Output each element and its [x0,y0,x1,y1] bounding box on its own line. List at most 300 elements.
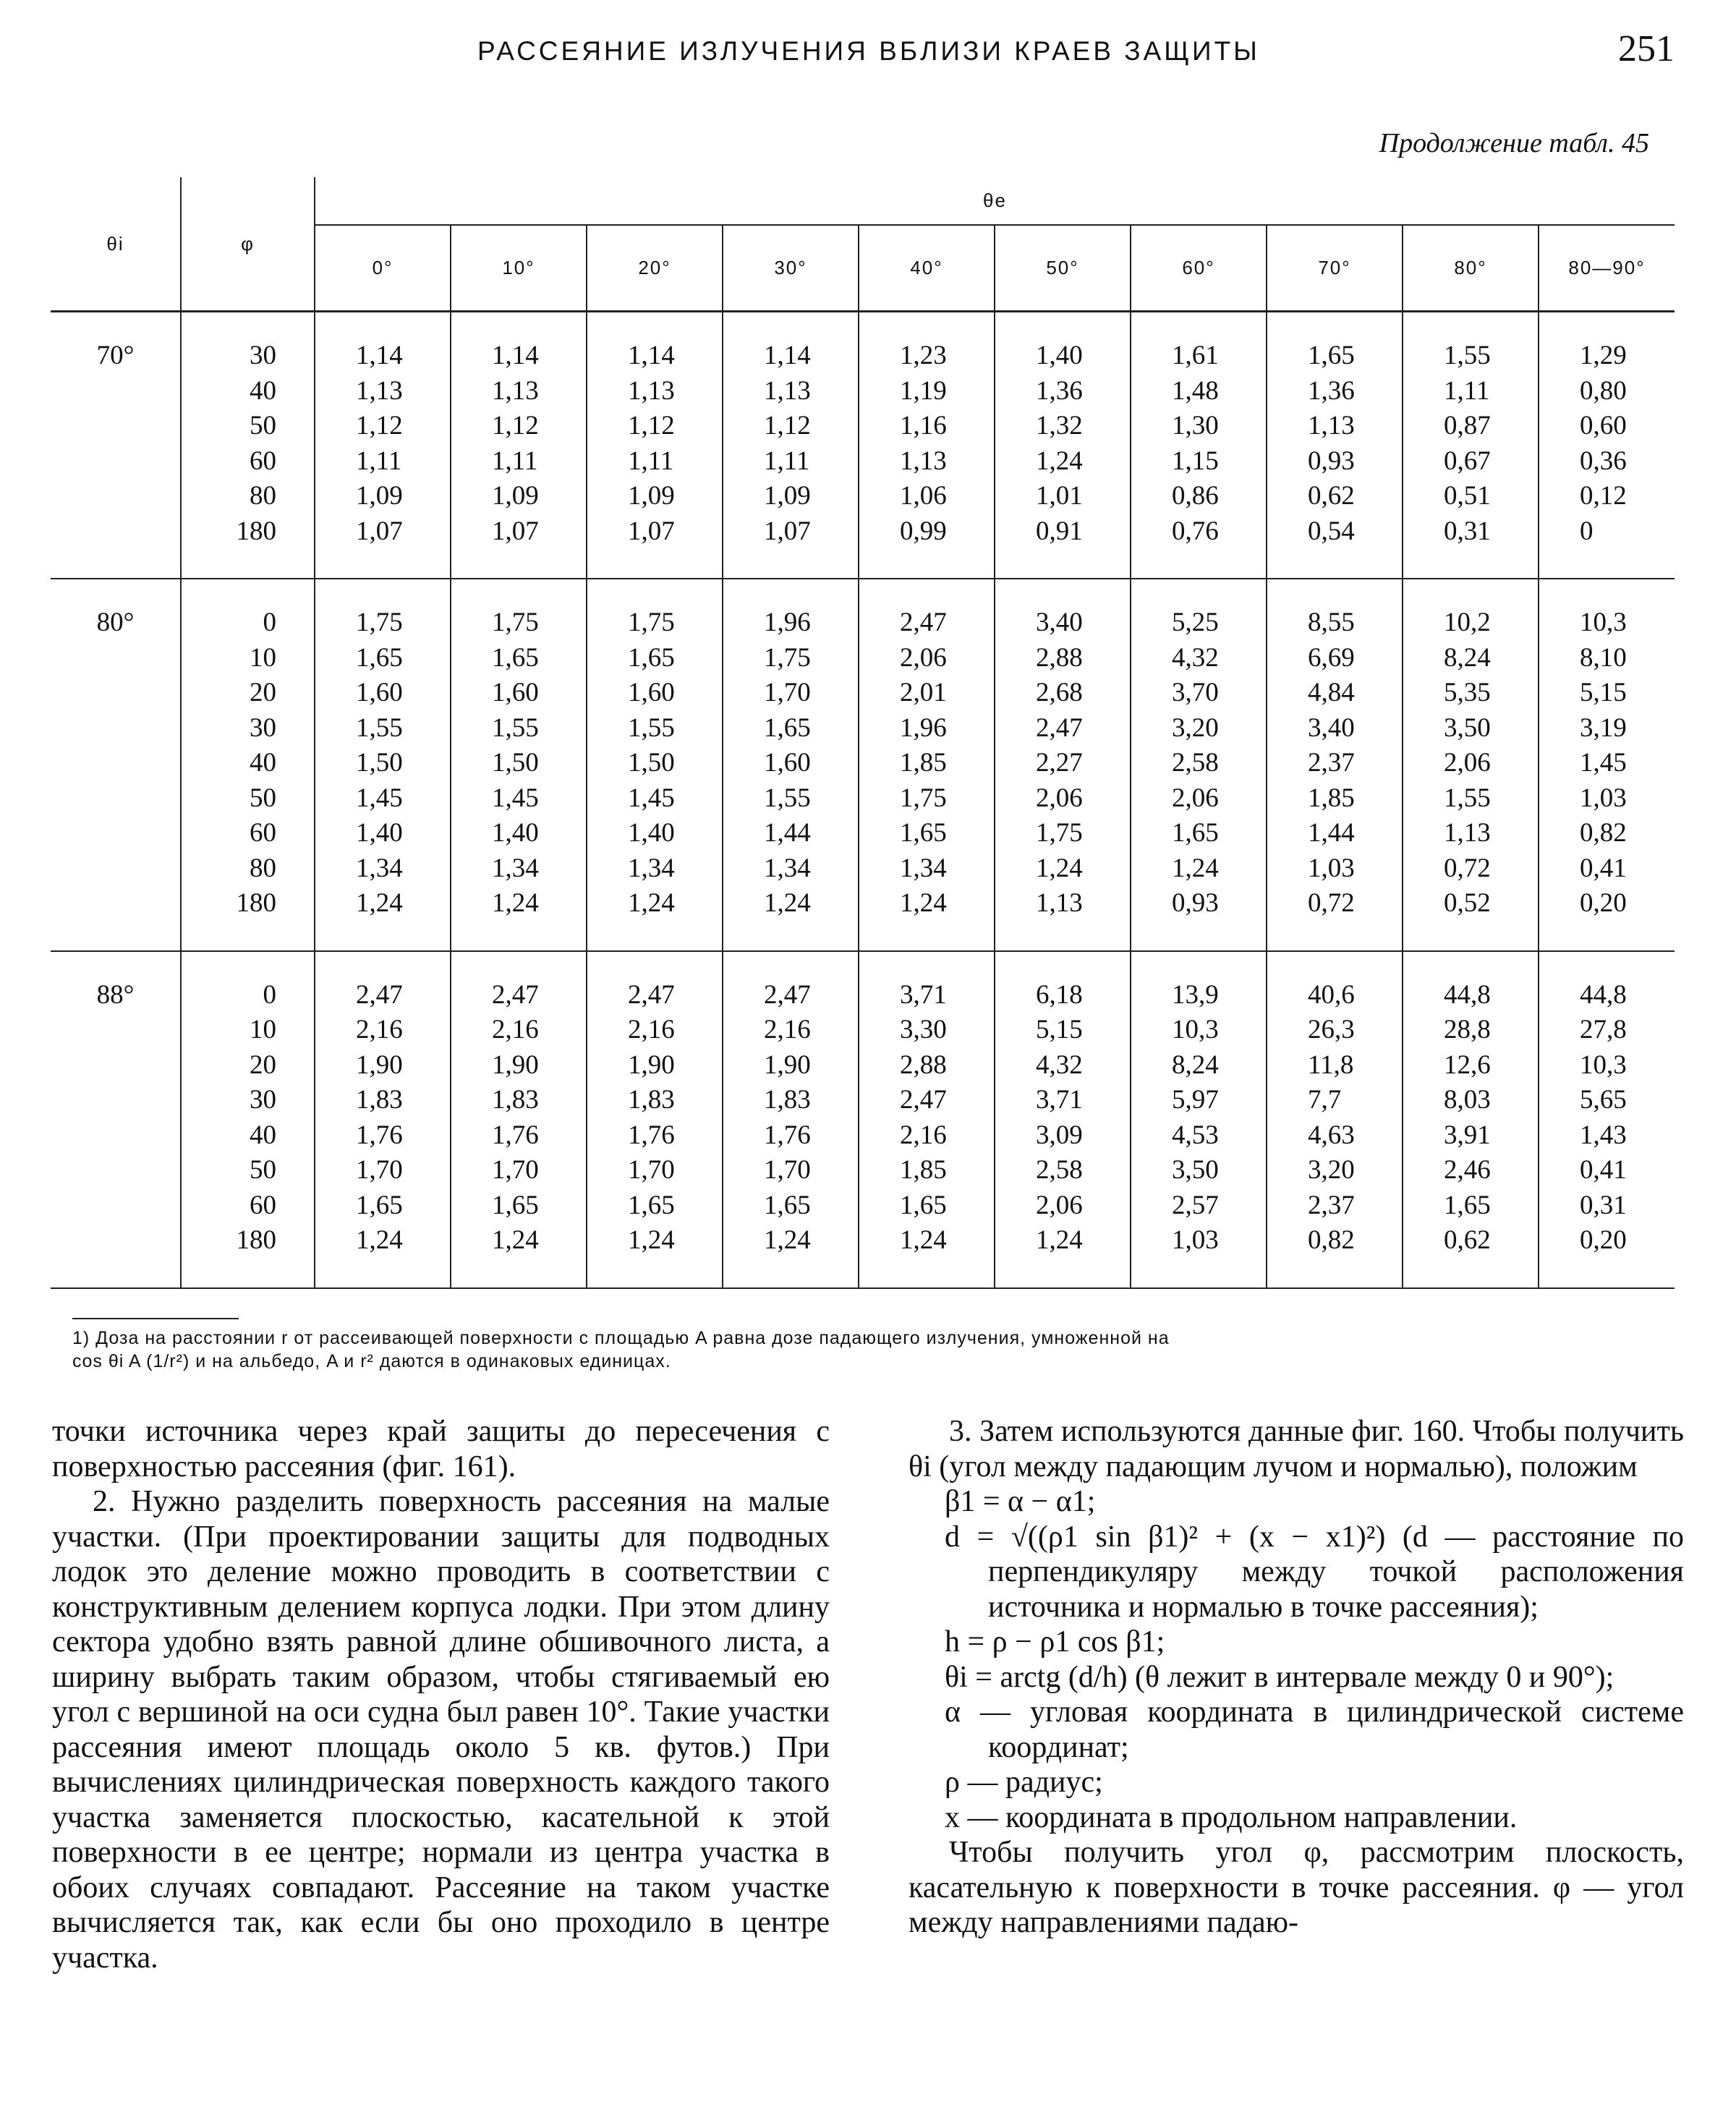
value-cell: 2,06 [859,641,995,676]
header-theta-e: θe [315,177,1675,225]
table-row [51,479,1675,514]
value-cell: 1,11 [723,444,859,480]
value-cell: 1,70 [723,1153,859,1188]
value-cell: 1,55 [1403,781,1539,817]
value-cell: 1,13 [451,374,587,409]
value-cell: 1,09 [451,479,587,514]
column-header-theta-e: 10° [451,225,587,312]
value-cell: 1,90 [587,1048,723,1084]
value-cell: 8,55 [1267,579,1403,641]
value-cell: 1,85 [859,746,995,781]
value-cell: 0,82 [1539,816,1675,851]
value-cell: 3,09 [995,1118,1131,1154]
value-cell: 4,32 [1131,641,1267,676]
value-cell: 1,43 [1539,1118,1675,1154]
value-cell: 1,11 [1403,374,1539,409]
value-cell: 1,76 [723,1118,859,1154]
phi-cell: 50 [181,1153,315,1188]
value-cell: 40,6 [1267,951,1403,1013]
value-cell: 1,44 [1267,816,1403,851]
value-cell: 0,31 [1403,514,1539,579]
phi-cell: 20 [181,676,315,711]
value-cell: 2,47 [587,951,723,1013]
value-cell: 1,07 [451,514,587,579]
value-cell: 1,55 [723,781,859,817]
value-cell: 1,60 [315,676,451,711]
left-column [52,1414,830,1975]
phi-cell: 50 [181,409,315,444]
value-cell: 1,45 [587,781,723,817]
column-header-theta-e: 50° [995,225,1131,312]
value-cell: 1,24 [723,1223,859,1288]
value-cell: 3,20 [1267,1153,1403,1188]
value-cell: 1,65 [859,1188,995,1224]
left-paragraph-1: точки источника через край защиты до пересечения с поверхностью рассеяния (фиг. 161). [52,1415,830,1484]
phi-cell: 0 [181,579,315,641]
value-cell: 2,58 [995,1153,1131,1188]
value-cell: 5,25 [1131,579,1267,641]
value-cell: 1,50 [451,746,587,781]
value-cell: 1,14 [451,312,587,374]
value-cell: 1,90 [315,1048,451,1084]
table-row [51,676,1675,711]
value-cell: 1,65 [723,711,859,746]
value-cell: 2,47 [859,579,995,641]
value-cell: 1,65 [1131,816,1267,851]
value-cell: 6,69 [1267,641,1403,676]
table-row [51,711,1675,746]
value-cell: 1,09 [315,479,451,514]
table-continuation-label: Продолжение табл. 45 [1379,128,1649,158]
value-cell: 1,55 [315,711,451,746]
value-cell: 1,48 [1131,374,1267,409]
phi-cell: 80 [181,851,315,887]
value-cell: 1,24 [451,886,587,951]
header-theta-i: θi [51,177,181,312]
value-cell: 1,34 [315,851,451,887]
table-row [51,1223,1675,1288]
value-cell: 0,51 [1403,479,1539,514]
value-cell: 2,37 [1267,1188,1403,1224]
value-cell: 1,83 [587,1083,723,1118]
value-cell: 3,70 [1131,676,1267,711]
table-row [51,1118,1675,1154]
header-phi: φ [181,177,315,312]
value-cell: 1,34 [723,851,859,887]
value-cell: 1,40 [451,816,587,851]
value-cell: 1,75 [995,816,1131,851]
value-cell: 1,83 [451,1083,587,1118]
value-cell: 0,41 [1539,851,1675,887]
page-number: 251 [1618,28,1675,69]
value-cell: 1,03 [1539,781,1675,817]
phi-cell: 180 [181,1223,315,1288]
column-header-theta-e: 70° [1267,225,1403,312]
value-cell: 4,53 [1131,1118,1267,1154]
table-row [51,444,1675,480]
value-cell: 1,65 [315,641,451,676]
table-row [51,1153,1675,1188]
equation-d: d = √((ρ1 sin β1)² + (x − x1)²) (d — расстояние по перпендикуляру между точкой расположения источника и нормалью в точке рассеяния); [945,1520,1684,1624]
value-cell: 1,75 [723,641,859,676]
value-cell: 2,16 [587,1013,723,1048]
table-row [51,1188,1675,1224]
value-cell: 1,90 [451,1048,587,1084]
value-cell: 2,16 [451,1013,587,1048]
value-cell: 3,71 [859,951,995,1013]
value-cell: 10,3 [1539,1048,1675,1084]
value-cell: 1,19 [859,374,995,409]
left-paragraph-2: 2. Нужно разделить поверхность рассеяния на малые участки. (При проектировании защиты для подводных лодок это деление можно проводить в соответствии с конструктивным делением корпуса лодки. При этом длину сектора удобно взять равной длине обшивочного листа, а ширину выбрать таким образом, чтобы стягиваемый ею угол с вершиной на оси судна был равен 10°. Такие участки рассеяния имеют площадь около 5 кв. футов.) При вычислениях цилиндрическая поверхность каждого такого участка заменяется плоскостью, касательной к этой поверхности в ее центре; нормали из центра участка в обоих случаях совпадают. Рассеяние на таком участке вычисляется так, как если бы оно проходило в центре участка. [52,1485,830,1975]
column-header-theta-e: 60° [1131,225,1267,312]
value-cell: 1,01 [995,479,1131,514]
value-cell: 0,20 [1539,1223,1675,1288]
value-cell: 1,44 [723,816,859,851]
value-cell: 4,84 [1267,676,1403,711]
value-cell: 0,86 [1131,479,1267,514]
table-row [51,781,1675,817]
value-cell: 1,40 [995,312,1131,374]
value-cell: 2,01 [859,676,995,711]
value-cell: 1,70 [587,1153,723,1188]
value-cell: 1,24 [587,886,723,951]
value-cell: 3,91 [1403,1118,1539,1154]
equation-theta: θi = arctg (d/h) (θ лежит в интервале между 0 и 90°); [945,1660,1614,1694]
value-cell: 1,14 [587,312,723,374]
value-cell: 1,13 [723,374,859,409]
value-cell: 27,8 [1539,1013,1675,1048]
table-row [51,409,1675,444]
value-cell: 28,8 [1403,1013,1539,1048]
value-cell: 1,03 [1131,1223,1267,1288]
theta-i-cell: 88° [51,951,181,1288]
value-cell: 5,15 [995,1013,1131,1048]
column-header-theta-e: 80° [1403,225,1539,312]
right-paragraph-2: Чтобы получить угол φ, рассмотрим плоскость, касательную к поверхности в точке рассеяния. φ — угол между направлениями падаю- [909,1836,1684,1939]
value-cell: 2,46 [1403,1153,1539,1188]
value-cell: 1,70 [315,1153,451,1188]
value-cell: 6,18 [995,951,1131,1013]
column-header-theta-e: 30° [723,225,859,312]
table-body [51,312,1675,1288]
table-row [51,374,1675,409]
value-cell: 1,96 [723,579,859,641]
value-cell: 3,20 [1131,711,1267,746]
value-cell: 1,14 [723,312,859,374]
value-cell: 2,47 [451,951,587,1013]
table-row [51,951,1675,1013]
value-cell: 1,40 [587,816,723,851]
value-cell: 2,06 [1131,781,1267,817]
value-cell: 1,24 [1131,851,1267,887]
value-cell: 1,70 [451,1153,587,1188]
value-cell: 1,45 [451,781,587,817]
value-cell: 0,76 [1131,514,1267,579]
value-cell: 1,13 [587,374,723,409]
value-cell: 1,24 [587,1223,723,1288]
table-row [51,886,1675,951]
value-cell: 0,91 [995,514,1131,579]
phi-cell: 30 [181,312,315,374]
value-cell: 1,65 [587,1188,723,1224]
value-cell: 5,65 [1539,1083,1675,1118]
phi-cell: 30 [181,711,315,746]
value-cell: 2,27 [995,746,1131,781]
phi-cell: 50 [181,781,315,817]
value-cell: 2,57 [1131,1188,1267,1224]
right-paragraph-1: 3. Затем используются данные фиг. 160. Чтобы получить θi (угол между падающим лучом и нормалью), положим [909,1415,1684,1484]
value-cell: 2,06 [995,1188,1131,1224]
value-cell: 1,75 [315,579,451,641]
value-cell: 2,06 [995,781,1131,817]
value-cell: 1,12 [723,409,859,444]
value-cell: 1,65 [859,816,995,851]
value-cell: 0,62 [1267,479,1403,514]
value-cell: 0,82 [1267,1223,1403,1288]
value-cell: 1,24 [995,851,1131,887]
value-cell: 1,65 [315,1188,451,1224]
value-cell: 1,36 [1267,374,1403,409]
value-cell: 1,60 [587,676,723,711]
value-cell: 12,6 [1403,1048,1539,1084]
equation-beta: β1 = α − α1; [945,1485,1096,1518]
value-cell: 10,3 [1539,579,1675,641]
phi-cell: 60 [181,444,315,480]
value-cell: 1,76 [587,1118,723,1154]
table-row [51,816,1675,851]
value-cell: 1,03 [1267,851,1403,887]
phi-cell: 80 [181,479,315,514]
value-cell: 0,12 [1539,479,1675,514]
value-cell: 2,47 [859,1083,995,1118]
value-cell: 4,32 [995,1048,1131,1084]
value-cell: 1,29 [1539,312,1675,374]
value-cell: 10,2 [1403,579,1539,641]
value-cell: 3,50 [1403,711,1539,746]
definition-alpha: α — угловая координата в цилиндрической системе координат; [945,1695,1684,1764]
value-cell: 1,85 [1267,781,1403,817]
value-cell: 11,8 [1267,1048,1403,1084]
table-row [51,851,1675,887]
value-cell: 1,06 [859,479,995,514]
phi-cell: 10 [181,1013,315,1048]
value-cell: 1,75 [587,579,723,641]
phi-cell: 180 [181,514,315,579]
value-cell: 5,97 [1131,1083,1267,1118]
running-head [0,28,1736,80]
value-cell: 0,52 [1403,886,1539,951]
right-column [909,1414,1684,1941]
value-cell: 1,45 [1539,746,1675,781]
value-cell: 1,61 [1131,312,1267,374]
column-header-theta-e: 40° [859,225,995,312]
value-cell: 1,14 [315,312,451,374]
value-cell: 44,8 [1539,951,1675,1013]
value-cell: 1,24 [995,444,1131,480]
equation-h: h = ρ − ρ1 cos β1; [945,1625,1165,1659]
value-cell: 3,40 [1267,711,1403,746]
value-cell: 1,13 [859,444,995,480]
value-cell: 1,34 [587,851,723,887]
value-cell: 1,12 [587,409,723,444]
value-cell: 1,50 [587,746,723,781]
value-cell: 1,13 [1267,409,1403,444]
value-cell: 1,45 [315,781,451,817]
value-cell: 0 [1539,514,1675,579]
value-cell: 5,15 [1539,676,1675,711]
value-cell: 2,16 [315,1013,451,1048]
value-cell: 2,16 [859,1118,995,1154]
value-cell: 0,80 [1539,374,1675,409]
value-cell: 7,7 [1267,1083,1403,1118]
value-cell: 1,13 [995,886,1131,951]
value-cell: 1,65 [587,641,723,676]
definition-rho: ρ — радиус; [945,1766,1103,1799]
table-row [51,579,1675,641]
value-cell: 1,70 [723,676,859,711]
footnote-line-2: cos θi A (1/r²) и на альбедо, A и r² даются в одинаковых единицах. [72,1351,671,1371]
column-header-theta-e: 20° [587,225,723,312]
value-cell: 3,19 [1539,711,1675,746]
value-cell: 26,3 [1267,1013,1403,1048]
value-cell: 1,11 [315,444,451,480]
table-row [51,1013,1675,1048]
value-cell: 1,24 [859,886,995,951]
phi-cell: 180 [181,886,315,951]
value-cell: 4,63 [1267,1118,1403,1154]
value-cell: 3,71 [995,1083,1131,1118]
value-cell: 1,16 [859,409,995,444]
value-cell: 1,30 [1131,409,1267,444]
value-cell: 0,99 [859,514,995,579]
value-cell: 2,68 [995,676,1131,711]
value-cell: 1,07 [315,514,451,579]
value-cell: 0,54 [1267,514,1403,579]
value-cell: 1,36 [995,374,1131,409]
value-cell: 1,34 [859,851,995,887]
value-cell: 2,88 [995,641,1131,676]
value-cell: 8,24 [1131,1048,1267,1084]
value-cell: 0,31 [1539,1188,1675,1224]
footnote-rule [72,1318,239,1319]
value-cell: 1,65 [723,1188,859,1224]
value-cell: 0,93 [1267,444,1403,480]
value-cell: 1,50 [315,746,451,781]
running-title: РАССЕЯНИЕ ИЗЛУЧЕНИЯ ВБЛИЗИ КРАЕВ ЗАЩИТЫ [477,36,1260,66]
value-cell: 0,72 [1267,886,1403,951]
value-cell: 1,24 [451,1223,587,1288]
data-table [51,177,1675,1289]
value-cell: 1,65 [1403,1188,1539,1224]
value-cell: 1,40 [315,816,451,851]
value-cell: 0,72 [1403,851,1539,887]
phi-cell: 0 [181,951,315,1013]
value-cell: 1,90 [723,1048,859,1084]
value-cell: 1,11 [451,444,587,480]
value-cell: 1,32 [995,409,1131,444]
value-cell: 1,85 [859,1153,995,1188]
value-cell: 0,36 [1539,444,1675,480]
phi-cell: 20 [181,1048,315,1084]
value-cell: 1,75 [451,579,587,641]
value-cell: 2,47 [315,951,451,1013]
phi-cell: 40 [181,374,315,409]
table-row [51,641,1675,676]
theta-i-cell: 70° [51,312,181,579]
value-cell: 0,93 [1131,886,1267,951]
phi-cell: 10 [181,641,315,676]
value-cell: 0,62 [1403,1223,1539,1288]
value-cell: 1,09 [723,479,859,514]
theta-i-cell: 80° [51,579,181,951]
value-cell: 1,24 [315,1223,451,1288]
value-cell: 2,47 [723,951,859,1013]
value-cell: 1,07 [723,514,859,579]
value-cell: 1,75 [859,781,995,817]
table-footnote [72,1318,1664,1373]
value-cell: 1,60 [451,676,587,711]
value-cell: 3,40 [995,579,1131,641]
value-cell: 2,58 [1131,746,1267,781]
value-cell: 1,83 [723,1083,859,1118]
value-cell: 1,65 [1267,312,1403,374]
phi-cell: 40 [181,1118,315,1154]
value-cell: 1,55 [1403,312,1539,374]
value-cell: 1,07 [587,514,723,579]
value-cell: 2,16 [723,1013,859,1048]
value-cell: 1,76 [315,1118,451,1154]
value-cell: 0,67 [1403,444,1539,480]
value-cell: 5,35 [1403,676,1539,711]
value-cell: 1,96 [859,711,995,746]
value-cell: 1,55 [451,711,587,746]
value-cell: 3,30 [859,1013,995,1048]
table-row [51,1083,1675,1118]
value-cell: 1,15 [1131,444,1267,480]
value-cell: 8,24 [1403,641,1539,676]
value-cell: 8,10 [1539,641,1675,676]
value-cell: 1,65 [451,641,587,676]
table-row [51,1048,1675,1084]
value-cell: 0,41 [1539,1153,1675,1188]
value-cell: 2,88 [859,1048,995,1084]
value-cell: 1,23 [859,312,995,374]
value-cell: 1,11 [587,444,723,480]
footnote-line-1: 1) Доза на расстоянии r от рассеивающей поверхности с площадью A равна дозе падающего излучения, умноженной на [72,1328,1170,1348]
phi-cell: 30 [181,1083,315,1118]
value-cell: 1,34 [451,851,587,887]
value-cell: 2,47 [995,711,1131,746]
value-cell: 1,24 [995,1223,1131,1288]
value-cell: 13,9 [1131,951,1267,1013]
value-cell: 1,09 [587,479,723,514]
value-cell: 1,12 [315,409,451,444]
value-cell: 3,50 [1131,1153,1267,1188]
phi-cell: 60 [181,816,315,851]
phi-cell: 60 [181,1188,315,1224]
value-cell: 0,60 [1539,409,1675,444]
value-cell: 44,8 [1403,951,1539,1013]
column-header-theta-e: 0° [315,225,451,312]
value-cell: 1,83 [315,1083,451,1118]
value-cell: 10,3 [1131,1013,1267,1048]
value-cell: 0,87 [1403,409,1539,444]
value-cell: 1,13 [315,374,451,409]
value-cell: 1,76 [451,1118,587,1154]
value-cell: 2,37 [1267,746,1403,781]
value-cell: 1,65 [451,1188,587,1224]
column-header-theta-e: 80—90° [1539,225,1675,312]
